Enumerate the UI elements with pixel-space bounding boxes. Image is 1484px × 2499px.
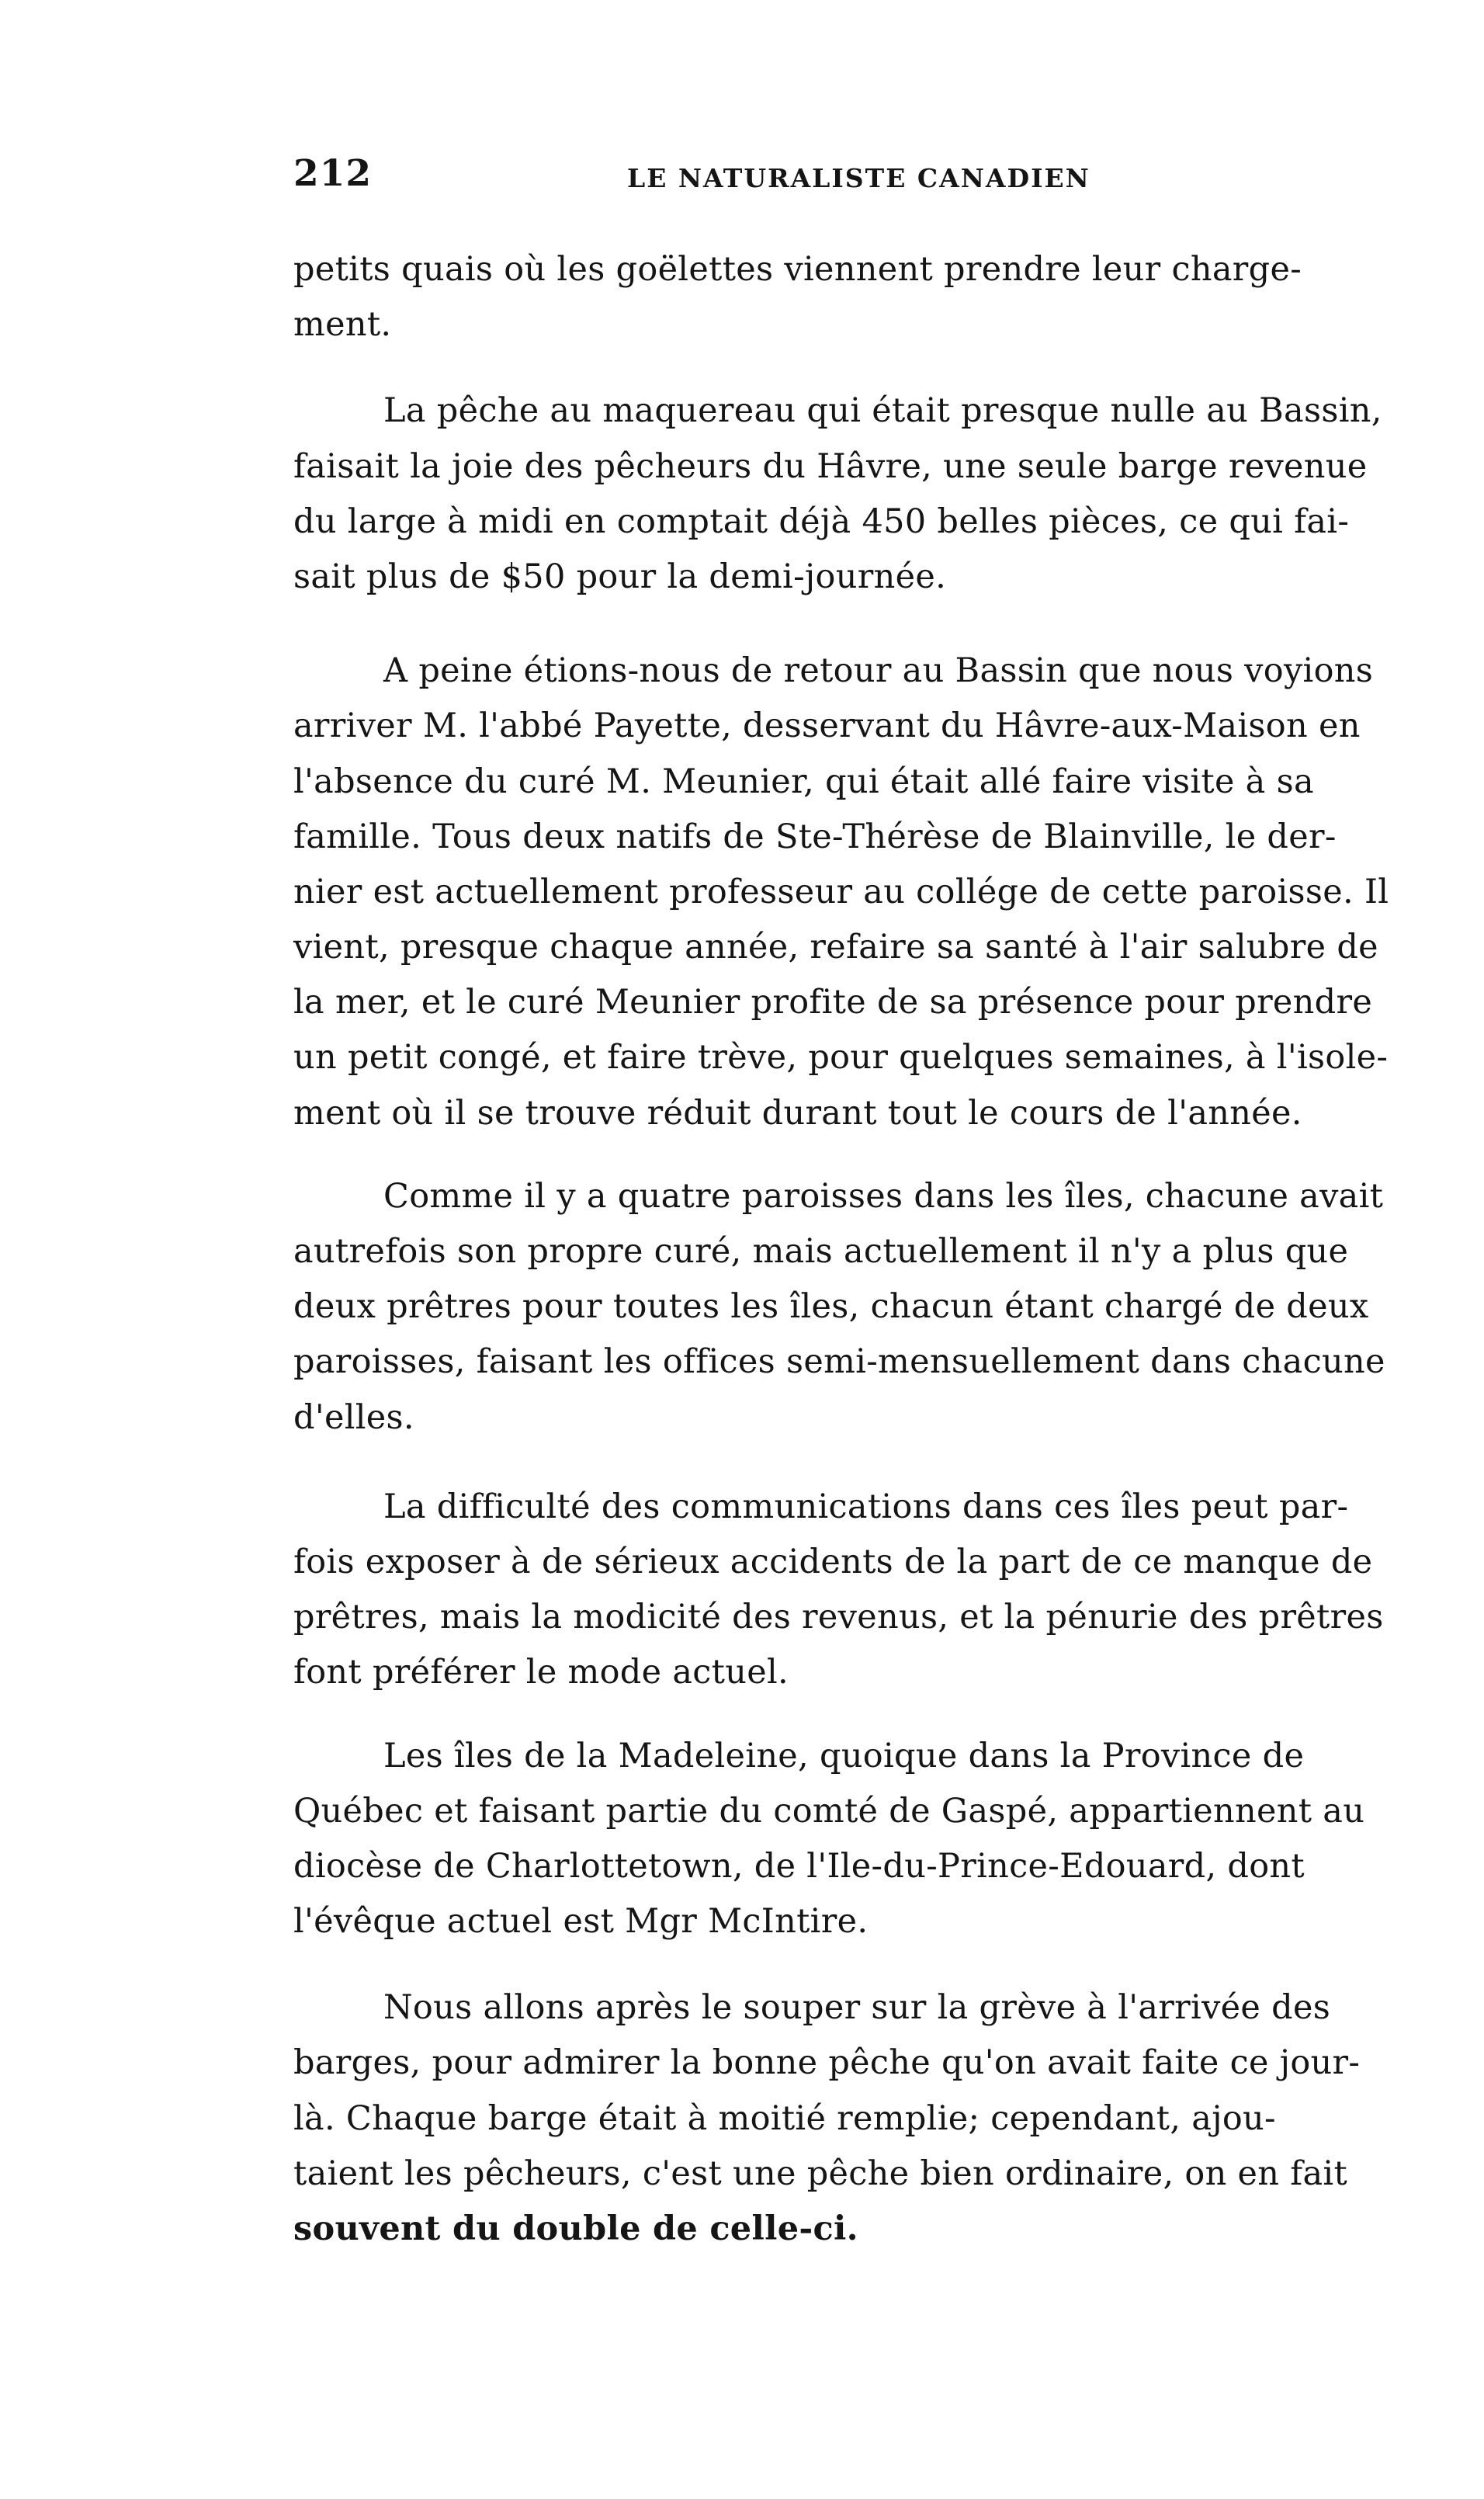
running-title: LE NATURALISTE CANADIEN [627, 163, 1090, 193]
body-text [293, 242, 1465, 2257]
paragraph [293, 1729, 1465, 1950]
text-line: Nous allons après le souper sur la grève à l'arrivée des [383, 1988, 1331, 2028]
text-line: nier est actuellement professeur au collége de cette paroisse. Il [293, 872, 1389, 911]
page-header [293, 152, 1151, 207]
text-line: là. Chaque barge était à moitié remplie; cependant, ajou- [293, 2098, 1276, 2138]
text-line: du large à midi en comptait déjà 450 belles pièces, ce qui fai- [293, 502, 1350, 541]
text-line: deux prêtres pour toutes les îles, chacun étant chargé de deux [293, 1287, 1369, 1327]
text-line: paroisses, faisant les offices semi-mensuellement dans chacune [293, 1342, 1385, 1382]
text-line: barges, pour admirer la bonne pêche qu'on avait faite ce jour- [293, 2043, 1361, 2083]
paragraph [293, 242, 1465, 352]
text-line: autrefois son propre curé, mais actuellement il n'y a plus que [293, 1232, 1349, 1271]
text-line: un petit congé, et faire trève, pour quelques semaines, à l'isole- [293, 1038, 1389, 1078]
text-line: Les îles de la Madeleine, quoique dans la Province de [383, 1736, 1305, 1775]
text-line: l'évêque actuel est Mgr McIntire. [293, 1902, 869, 1942]
text-line: fois exposer à de sérieux accidents de la part de ce manque de [293, 1542, 1373, 1581]
text-line: la mer, et le curé Meunier profite de sa présence pour prendre [293, 983, 1373, 1022]
text-line: sait plus de $50 pour la demi-journée. [293, 557, 947, 596]
paragraph [293, 1980, 1465, 2257]
text-line: prêtres, mais la modicité des revenus, et la pénurie des prêtres [293, 1598, 1384, 1637]
text-line: ment. [293, 305, 392, 345]
text-line: ment où il se trouve réduit durant tout le cours de l'année. [293, 1093, 1302, 1133]
paragraph [293, 384, 1465, 605]
text-line: Comme il y a quatre paroisses dans les îles, chacune avait [383, 1176, 1384, 1216]
text-line: souvent du double de celle-ci. [293, 2209, 858, 2248]
text-line: l'absence du curé M. Meunier, qui était allé faire visite à sa [293, 762, 1314, 801]
text-line: taient les pêcheurs, c'est une pêche bien ordinaire, on en fait [293, 2154, 1348, 2193]
text-line: La pêche au maquereau qui était presque nulle au Bassin, [383, 391, 1382, 431]
paragraph [293, 1169, 1465, 1446]
text-line: diocèse de Charlottetown, de l'Ile-du-Prince-Edouard, dont [293, 1846, 1305, 1886]
text-line: faisait la joie des pêcheurs du Hâvre, une seule barge revenue [293, 446, 1368, 486]
text-line: Québec et faisant partie du comté de Gaspé, appartiennent au [293, 1791, 1365, 1831]
text-line: vient, presque chaque année, refaire sa santé à l'air salubre de [293, 928, 1378, 967]
text-line: d'elles. [293, 1397, 414, 1437]
paragraph [293, 1480, 1465, 1701]
text-line: petits quais où les goëlettes viennent prendre leur charge- [293, 250, 1302, 289]
paragraph [293, 644, 1465, 1141]
text-line: font préférer le mode actuel. [293, 1653, 789, 1692]
text-line: arriver M. l'abbé Payette, desservant du Hâvre-aux-Maison en [293, 706, 1361, 746]
text-line: La difficulté des communications dans ces îles peut par- [383, 1487, 1349, 1526]
text-line: famille. Tous deux natifs de Ste-Thérèse de Blainville, le der- [293, 817, 1337, 856]
text-line: A peine étions-nous de retour au Bassin que nous voyions [383, 651, 1374, 691]
page-number: 212 [293, 152, 373, 195]
